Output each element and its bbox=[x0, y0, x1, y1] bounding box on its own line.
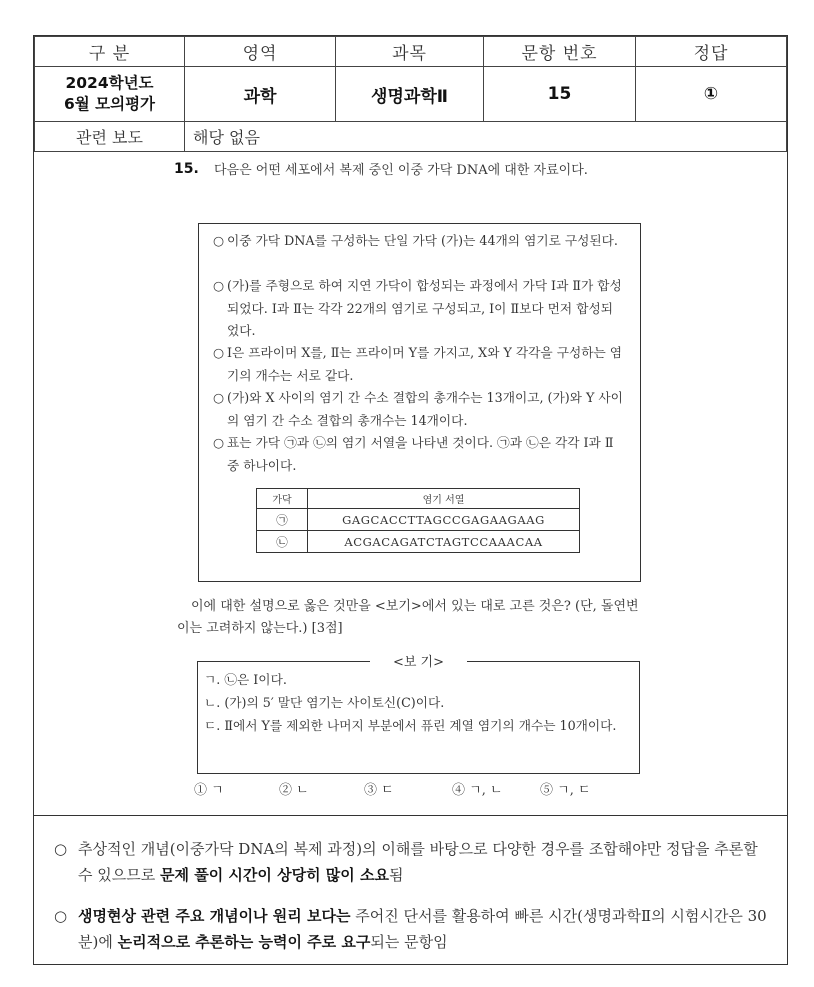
option-4: ④ ㄱ, ㄴ bbox=[452, 783, 503, 798]
analysis-note bbox=[54, 903, 774, 955]
note-plain: 됨 bbox=[388, 866, 404, 884]
option-1: ① ㄱ bbox=[194, 783, 224, 798]
bogi-item: ㄴ. (가)의 5′ 말단 염기는 사이토신(C)이다. bbox=[204, 695, 445, 710]
bogi-item: ㄷ. Ⅱ에서 Y를 제외한 나머지 부분에서 퓨린 계열 염기의 개수는 10개이다. bbox=[204, 718, 617, 733]
sequence-row bbox=[257, 509, 580, 531]
related-row bbox=[35, 122, 787, 152]
bullet: ○ bbox=[213, 233, 225, 248]
data-item-text: Ⅰ은 프라이머 X를, Ⅱ는 프라이머 Y를 가지고, X와 Y 각각을 구성하는 염기의 개수는 서로 같다. bbox=[227, 345, 623, 383]
header-row bbox=[35, 37, 787, 67]
analysis-note bbox=[54, 836, 774, 888]
bogi-item: ㄱ. ㉡은 Ⅰ이다. bbox=[204, 672, 287, 687]
data-item-text: 표는 가닥 ㉠과 ㉡의 염기 서열을 나타낸 것이다. ㉠과 ㉡은 각각 Ⅰ과 Ⅱ 중 하나이다. bbox=[227, 435, 614, 473]
value-row bbox=[35, 67, 787, 122]
note-text bbox=[54, 903, 774, 955]
col-answer: 정답 bbox=[636, 37, 787, 67]
col-area: 영역 bbox=[185, 37, 336, 67]
option-2: ② ㄴ bbox=[279, 783, 309, 798]
data-item-text: (가)와 X 사이의 염기 간 수소 결합의 총개수는 13개이고, (가)와 Y 사이의 염기 간 수소 결합의 총개수는 14개이다. bbox=[227, 390, 623, 428]
sequence-table bbox=[256, 488, 580, 553]
question-number-value: 15 bbox=[484, 67, 636, 122]
bullet: ○ bbox=[213, 435, 225, 450]
related-label: 관련 보도 bbox=[35, 122, 185, 152]
question-prompt: 이에 대한 설명으로 옳은 것만을 <보기>에서 있는 대로 고른 것은? (단, 돌연변이는 고려하지 않는다.) [3점] bbox=[177, 599, 639, 636]
report-sheet bbox=[33, 35, 788, 965]
exam-name bbox=[35, 67, 185, 122]
bogi-box bbox=[197, 661, 640, 774]
exam-year: 2024학년도 bbox=[65, 74, 154, 92]
bullet: ○ bbox=[213, 345, 225, 360]
bullet: ○ bbox=[54, 907, 68, 925]
area-value: 과학 bbox=[185, 67, 336, 122]
question-stem-text: 다음은 어떤 세포에서 복제 중인 이중 가닥 DNA에 대한 자료이다. bbox=[214, 163, 588, 178]
subject-value: 생명과학Ⅱ bbox=[336, 67, 484, 122]
option-3: ③ ㄷ bbox=[364, 783, 394, 798]
col-question-number: 문항 번호 bbox=[484, 37, 636, 67]
note-text bbox=[54, 836, 774, 888]
data-item bbox=[213, 230, 625, 253]
col-subject: 과목 bbox=[336, 37, 484, 67]
base-sequence: GAGCACCTTAGCCGAGAAGAAG bbox=[308, 509, 580, 531]
col-gubun: 구 분 bbox=[35, 37, 185, 67]
data-item bbox=[213, 432, 625, 477]
strand-label: ㉠ bbox=[257, 509, 308, 531]
note-plain: 되는 문항임 bbox=[370, 933, 448, 951]
note-emphasis: 문제 풀이 시간이 상당히 많이 소요 bbox=[160, 866, 389, 884]
bullet: ○ bbox=[54, 840, 68, 858]
data-item bbox=[213, 342, 625, 387]
strand-label: ㉡ bbox=[257, 531, 308, 553]
data-item bbox=[213, 387, 625, 432]
note-emphasis: 생명현상 관련 주요 개념이나 원리 보다는 bbox=[78, 907, 351, 925]
strand-header: 가닥 bbox=[257, 489, 308, 509]
exam-session: 6월 모의평가 bbox=[63, 95, 156, 113]
data-item bbox=[213, 275, 625, 343]
note-plain: 추상적인 개념(이중가닥 DNA의 복제 과정)의 이해를 바탕으로 다양한 경우를 조합해야만 정답을 추론할 수 있으므로 bbox=[78, 840, 758, 884]
data-box bbox=[198, 223, 641, 582]
option-5: ⑤ ㄱ, ㄷ bbox=[540, 783, 591, 798]
question-number: 15. bbox=[174, 161, 199, 177]
sequence-row bbox=[257, 531, 580, 553]
sequence-header: 염기 서열 bbox=[308, 489, 580, 509]
related-value: 해당 없음 bbox=[185, 122, 787, 152]
answer-value: ① bbox=[636, 67, 787, 122]
note-emphasis: 논리적으로 추론하는 능력이 주로 요구 bbox=[117, 933, 371, 951]
sequence-header-row bbox=[257, 489, 580, 509]
info-table bbox=[34, 36, 787, 152]
data-item-text: (가)를 주형으로 하여 지연 가닥이 합성되는 과정에서 가닥 Ⅰ과 Ⅱ가 합성되었다. Ⅰ과 Ⅱ는 각각 22개의 염기로 구성되고, Ⅰ이 Ⅱ보다 먼저 합성되었다. bbox=[227, 278, 622, 338]
question-stem bbox=[192, 160, 644, 182]
data-item-text: 이중 가닥 DNA를 구성하는 단일 가닥 (가)는 44개의 염기로 구성된다. bbox=[227, 233, 618, 248]
bullet: ○ bbox=[213, 278, 225, 293]
base-sequence: ACGACAGATCTAGTCCAAACAA bbox=[308, 531, 580, 553]
bullet: ○ bbox=[213, 390, 225, 405]
question-area bbox=[34, 150, 787, 816]
note-plain: 주어진 단서를 활용하여 빠른 시간(생명과학Ⅱ의 시험시간은 30분)에 bbox=[78, 907, 767, 951]
bogi-title: <보 기> bbox=[370, 651, 467, 670]
